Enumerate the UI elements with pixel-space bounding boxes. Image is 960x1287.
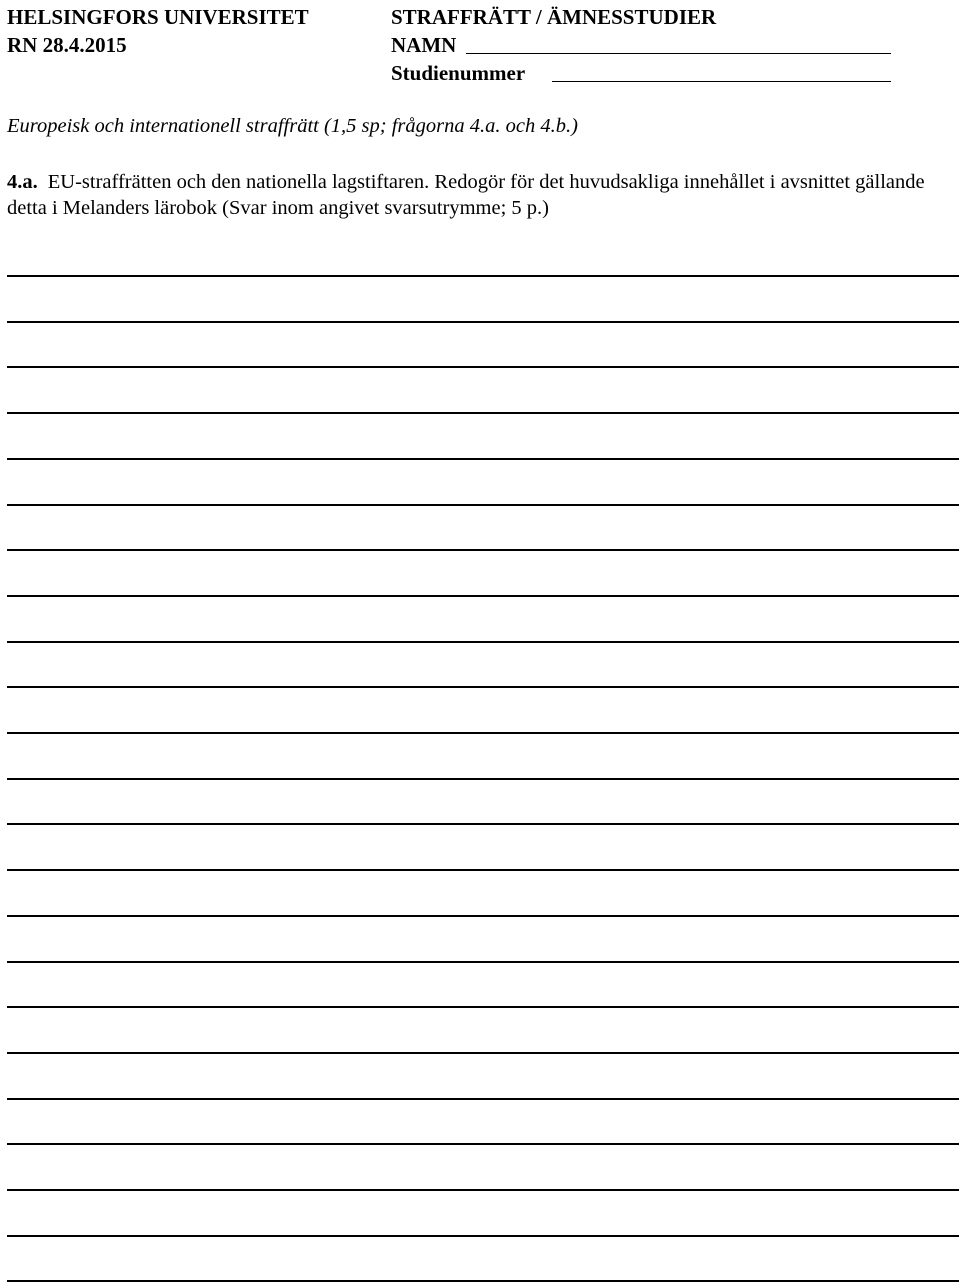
question-number: 4.a. [7, 171, 38, 193]
subject-title: STRAFFRÄTT / ÄMNESSTUDIER [391, 5, 717, 29]
question-4a [7, 169, 959, 221]
answer-line[interactable] [7, 915, 959, 917]
answer-line[interactable] [7, 1143, 959, 1145]
answer-line[interactable] [7, 1189, 959, 1191]
answer-line[interactable] [7, 412, 959, 414]
name-field[interactable] [466, 53, 891, 54]
answer-line[interactable] [7, 869, 959, 871]
university-name: HELSINGFORS UNIVERSITET [7, 5, 309, 29]
answer-line[interactable] [7, 1280, 959, 1282]
answer-line[interactable] [7, 961, 959, 963]
question-text: EU-straffrätten och den nationella lagstiftaren. Redogör för det huvudsakliga innehållet i avsnittet gällande detta i Melanders lärobok (Svar inom angivet svarsutrymme; 5 p.) [7, 171, 925, 219]
answer-line[interactable] [7, 549, 959, 551]
answer-line[interactable] [7, 732, 959, 734]
answer-line[interactable] [7, 823, 959, 825]
answer-line[interactable] [7, 1098, 959, 1100]
exam-date: RN 28.4.2015 [7, 33, 127, 57]
student-number-label: Studienummer [391, 61, 526, 85]
answer-line[interactable] [7, 641, 959, 643]
answer-line[interactable] [7, 778, 959, 780]
answer-line[interactable] [7, 1235, 959, 1237]
answer-line[interactable] [7, 1006, 959, 1008]
name-label: NAMN [391, 33, 457, 57]
answer-line[interactable] [7, 275, 959, 277]
answer-line[interactable] [7, 595, 959, 597]
answer-line[interactable] [7, 504, 959, 506]
course-line: Europeisk och internationell straffrätt (1,5 sp; frågorna 4.a. och 4.b.) [7, 115, 578, 137]
answer-line[interactable] [7, 321, 959, 323]
answer-line[interactable] [7, 458, 959, 460]
answer-line[interactable] [7, 686, 959, 688]
student-number-field[interactable] [552, 81, 891, 82]
answer-line[interactable] [7, 1052, 959, 1054]
answer-line[interactable] [7, 366, 959, 368]
